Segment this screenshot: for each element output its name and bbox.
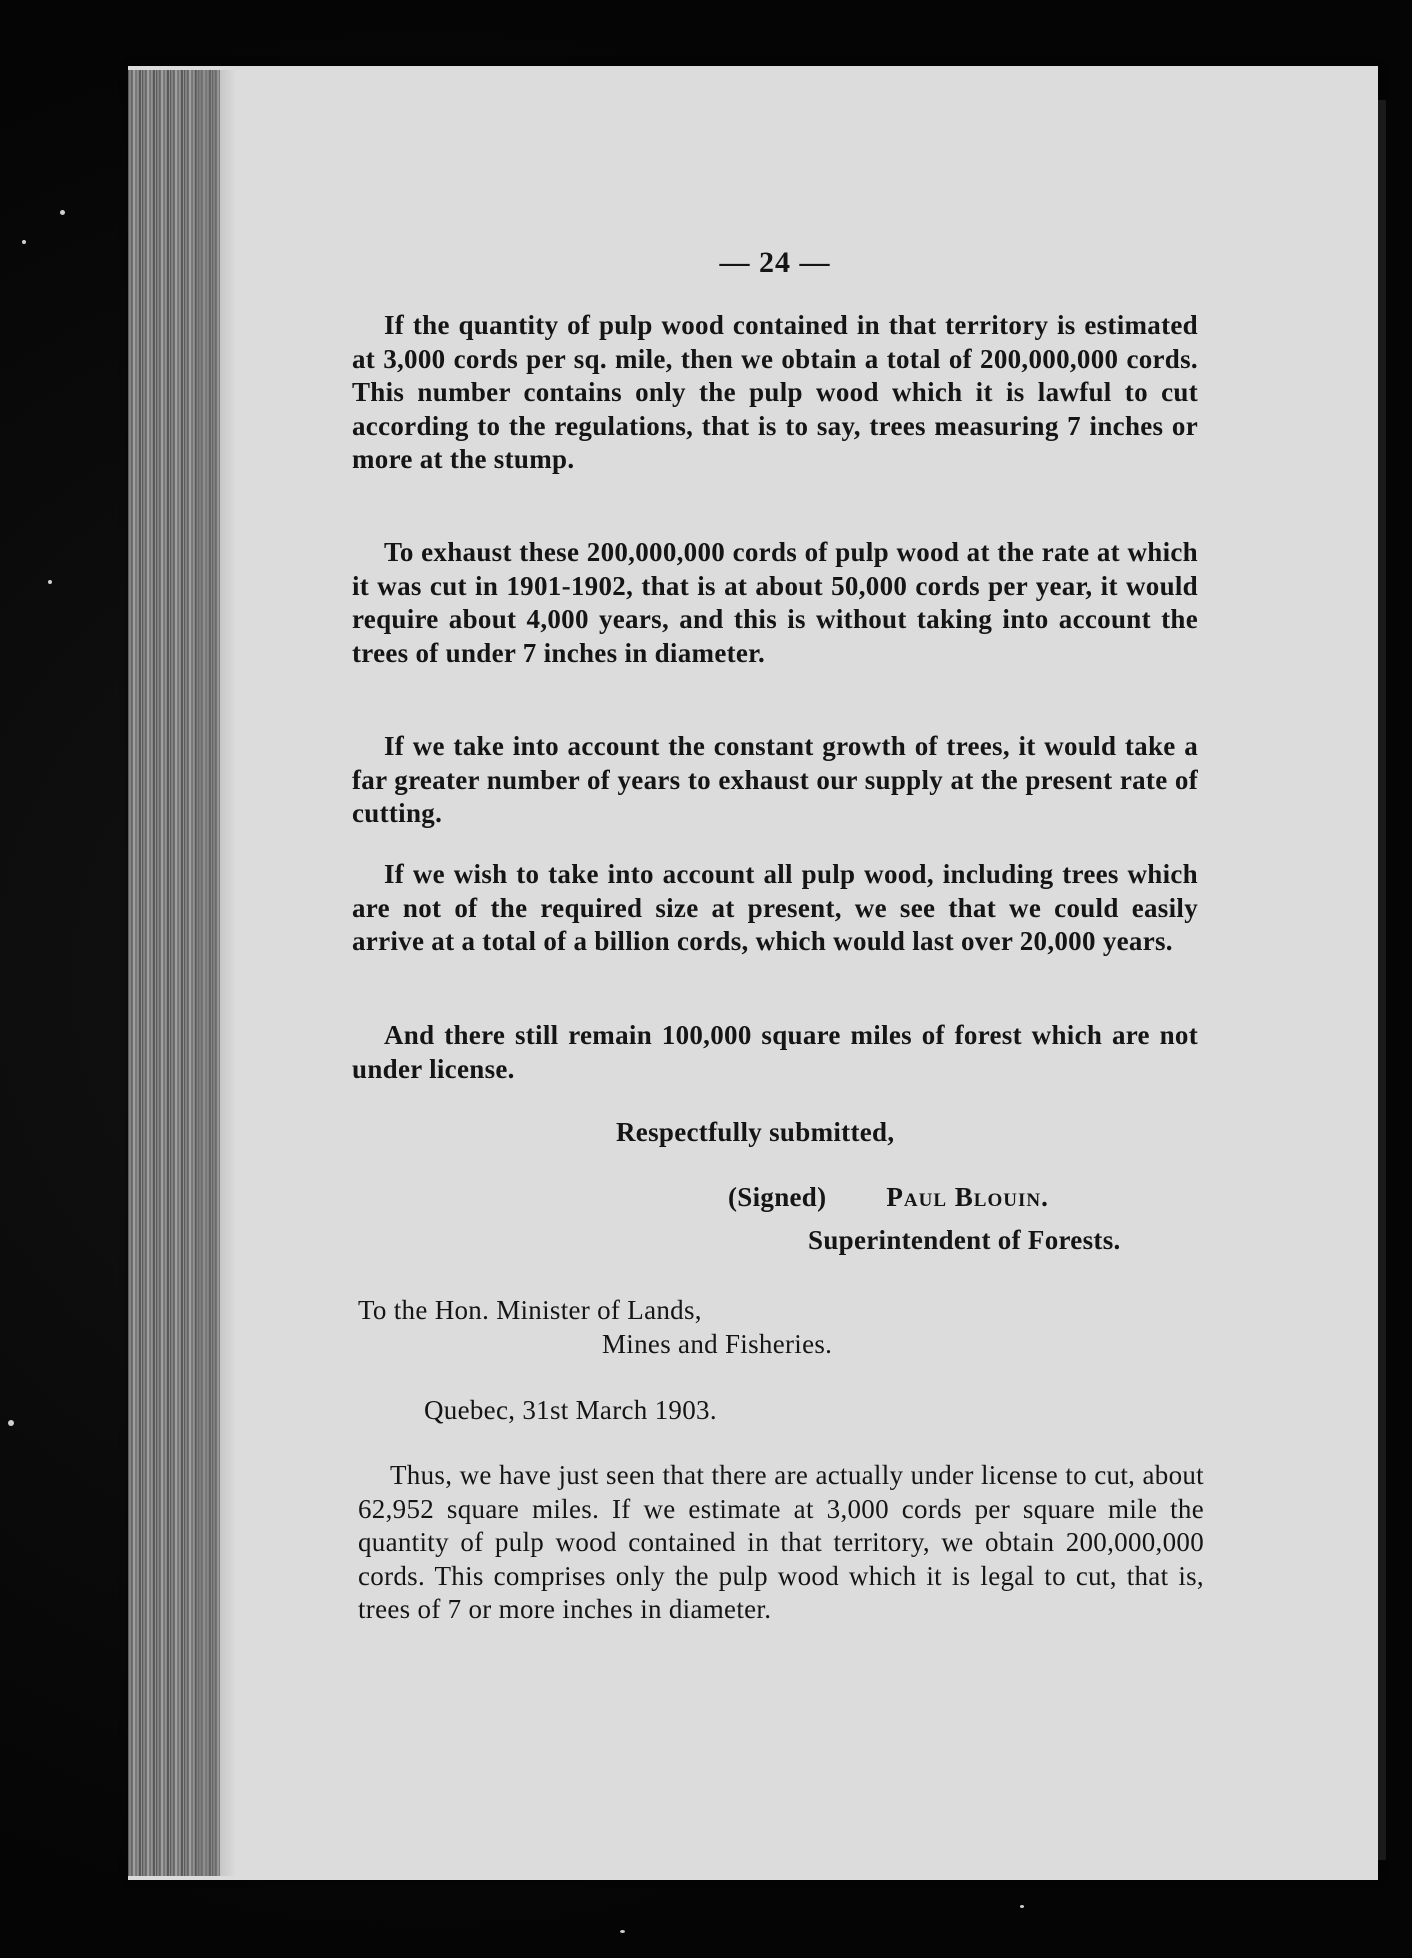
signer-title: Superintendent of Forests. — [808, 1225, 1121, 1255]
address-line-2: Mines and Fisheries. — [602, 1329, 833, 1359]
scan-speck — [620, 1930, 625, 1933]
scan-speck — [48, 580, 52, 584]
paragraph-3: If we take into account the constant growth of trees, it would take a far greater number of years to exhaust our supply at the present rate of cutting. — [352, 731, 1198, 828]
dateline: Quebec, 31st March 1903. — [424, 1395, 717, 1425]
page-right-edge — [1378, 100, 1386, 1860]
signer-name: Paul Blouin. — [886, 1182, 1049, 1212]
signature-line — [728, 1181, 1049, 1215]
paragraph-final: Thus, we have just seen that there are actually under license to cut, about 62,952 square miles. If we estimate at 3,000 cords per square mile the quantity of pulp wood contained in that territory, we obtain 200,000,000 cords. This comprises only the pulp wood which it is legal to cut, that is, trees of 7 or more inches in diameter. — [358, 1460, 1204, 1624]
paragraph-5: And there still remain 100,000 square miles of forest which are not under license. — [352, 1020, 1198, 1084]
closing-line: Respectfully submitted, — [616, 1117, 895, 1147]
page-number: — 24 — — [719, 246, 831, 279]
paragraph-1: If the quantity of pulp wood contained in that territory is estimated at 3,000 cords per sq. mile, then we obtain a total of 200,000,000 cords. This number contains only the pulp wood which it is lawful to cut according to the regulations, that is to say, trees measuring 7 inches or more at the stump. — [352, 310, 1198, 474]
signed-label: (Signed) — [728, 1182, 827, 1212]
address-line-1: To the Hon. Minister of Lands, — [358, 1295, 702, 1325]
spine-shadow — [196, 70, 236, 1876]
paragraph-2: To exhaust these 200,000,000 cords of pulp wood at the rate at which it was cut in 1901-1902, that is at about 50,000 cords per year, it would require about 4,000 years, and this is without taking into account the trees of under 7 inches in diameter. — [352, 537, 1198, 668]
scan-speck — [8, 1420, 14, 1426]
scan-speck — [1020, 1905, 1024, 1908]
scan-speck — [22, 240, 26, 244]
scan-speck — [60, 210, 65, 215]
paragraph-4: If we wish to take into account all pulp wood, including trees which are not of the required size at present, we see that we could easily arrive at a total of a billion cords, which would last over 20,000 years. — [352, 859, 1198, 956]
